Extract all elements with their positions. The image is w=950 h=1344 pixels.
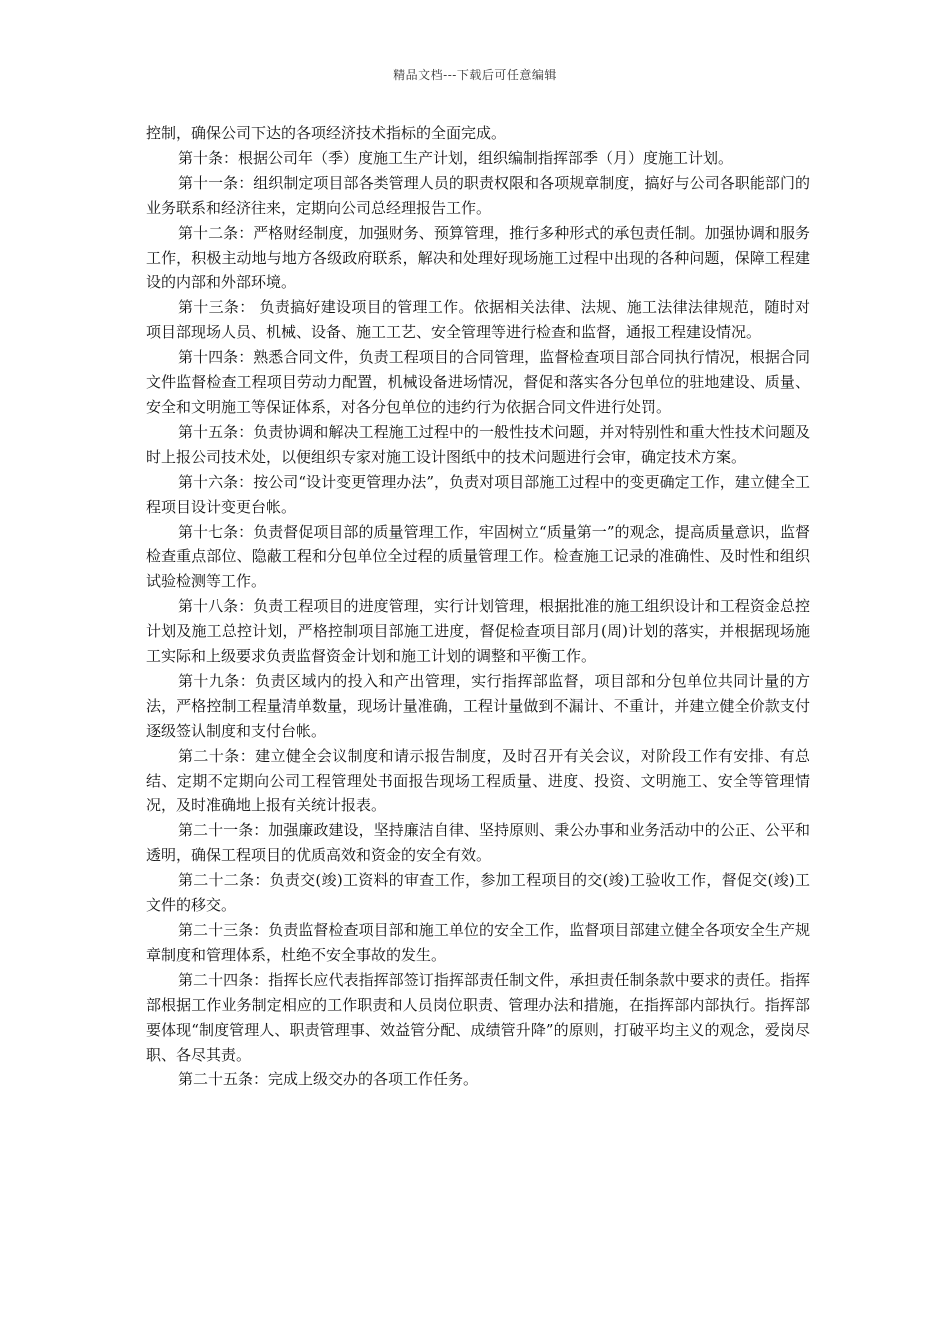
article-17: 第十七条：负责督促项目部的质量管理工作，牢固树立“质量第一”的观念，提高质量意识，监督检查重点部位、隐蔽工程和分包单位全过程的质量管理工作。检查施工记录的准确性、及时性和组织试验检测等工作。 bbox=[146, 522, 810, 591]
article-11: 第十一条：组织制定项目部各类管理人员的职责权限和各项规章制度，搞好与公司各职能部门的业务联系和经济往来，定期向公司总经理报告工作。 bbox=[146, 173, 810, 217]
article-23: 第二十三条：负责监督检查项目部和施工单位的安全工作，监督项目部建立健全各项安全生产规章制度和管理体系，杜绝不安全事故的发生。 bbox=[146, 921, 810, 964]
article-21: 第二十一条：加强廉政建设，坚持廉洁自律、坚持原则、秉公办事和业务活动中的公正、公平和透明，确保工程项目的优质高效和资金的安全有效。 bbox=[146, 821, 810, 865]
article-14: 第十四条：熟悉合同文件，负责工程项目的合同管理，监督检查项目部合同执行情况，根据合同文件监督检查工程项目劳动力配置，机械设备进场情况，督促和落实各分包单位的驻地建设、质量、安全和文明施工等保证体系，对各分包单位的违约行为依据合同文件进行处罚。 bbox=[146, 348, 810, 416]
article-12: 第十二条：严格财经制度，加强财务、预算管理，推行多种形式的承包责任制。加强协调和服务工作，积极主动地与地方各级政府联系，解决和处理好现场施工过程中出现的各种问题，保障工程建设的内部和外部环境。 bbox=[146, 223, 810, 292]
article-15: 第十五条：负责协调和解决工程施工过程中的一般性技术问题，并对特别性和重大性技术问题及时上报公司技术处，以便组织专家对施工设计图纸中的技术问题进行会审，确定技术方案。 bbox=[146, 422, 810, 466]
document-body bbox=[146, 121, 810, 1092]
page-header: 精品文档---下载后可任意编辑 bbox=[393, 68, 557, 82]
article-19: 第十九条：负责区域内的投入和产出管理，实行指挥部监督，项目部和分包单位共同计量的方法，严格控制工程量清单数量，现场计量准确，工程计量做到不漏计、不重计，并建立健全价款支付逐级签认制度和支付台帐。 bbox=[146, 671, 810, 740]
article-13: 第十三条： 负责搞好建设项目的管理工作。依据相关法律、法规、施工法律法律规范，随时对项目部现场人员、机械、设备、施工工艺、安全管理等进行检查和监督，通报工程建设情况。 bbox=[146, 298, 810, 342]
article-24: 第二十四条：指挥长应代表指挥部签订指挥部责任制文件，承担责任制条款中要求的责任。指挥部根据工作业务制定相应的工作职责和人员岗位职责、管理办法和措施，在指挥部内部执行。指挥部要体现“制度管理人、职责管理事、效益管分配、成绩管升降”的原则，打破平均主义的观念，爱岗尽职、各尽其责。 bbox=[146, 970, 810, 1064]
article-10: 第十条：根据公司年（季）度施工生产计划，组织编制指挥部季（月）度施工计划。 bbox=[178, 148, 734, 167]
article-16: 第十六条：按公司“设计变更管理办法”，负责对项目部施工过程中的变更确定工作，建立健全工程项目设计变更台帐。 bbox=[146, 472, 810, 516]
article-25: 第二十五条：完成上级交办的各项工作任务。 bbox=[178, 1070, 479, 1089]
paragraph-continuation: 控制，确保公司下达的各项经济技术指标的全面完成。 bbox=[146, 124, 507, 142]
article-20: 第二十条：建立健全会议制度和请示报告制度，及时召开有关会议，对阶段工作有安排、有总结、定期不定期向公司工程管理处书面报告现场工程质量、进度、投资、文明施工、安全等管理情况，及时准确地上报有关统计报表。 bbox=[146, 746, 810, 815]
article-18: 第十八条：负责工程项目的进度管理，实行计划管理，根据批准的施工组织设计和工程资金总控计划及施工总控计划，严格控制项目部施工进度，督促检查项目部月(周)计划的落实，并根据现场施工实际和上级要求负责监督资金计划和施工计划的调整和平衡工作。 bbox=[146, 597, 810, 666]
article-22: 第二十二条：负责交(竣)工资料的审查工作，参加工程项目的交(竣)工验收工作，督促交(竣)工文件的移交。 bbox=[146, 871, 810, 915]
